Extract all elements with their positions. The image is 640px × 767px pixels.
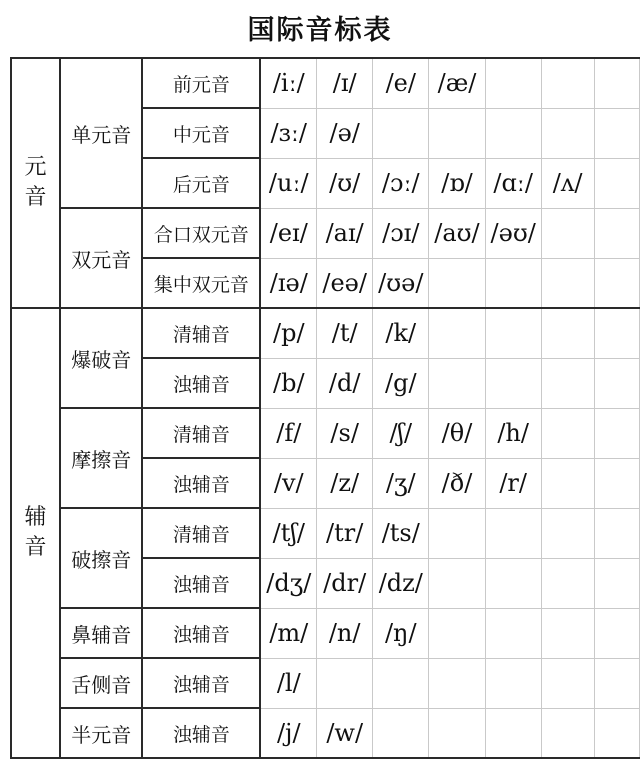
empty-cell (594, 558, 639, 608)
empty-cell (541, 658, 594, 708)
empty-cell (429, 708, 485, 758)
empty-cell (317, 658, 373, 708)
empty-cell (594, 458, 639, 508)
ipa-symbol: /z/ (317, 458, 373, 508)
empty-cell (485, 358, 541, 408)
ipa-symbol: /əʊ/ (485, 208, 541, 258)
empty-cell (429, 658, 485, 708)
group-label: 爆破音 (60, 308, 142, 408)
empty-cell (594, 258, 639, 308)
table-row (11, 208, 640, 258)
ipa-symbol: /j/ (260, 708, 316, 758)
empty-cell (485, 508, 541, 558)
empty-cell (541, 508, 594, 558)
empty-cell (594, 108, 639, 158)
ipa-symbol: /k/ (373, 308, 429, 358)
empty-cell (541, 58, 594, 108)
row-label: 后元音 (142, 158, 260, 208)
row-label: 清辅音 (142, 408, 260, 458)
ipa-symbol: /d/ (317, 358, 373, 408)
ipa-symbol: /p/ (260, 308, 316, 358)
ipa-symbol: /ə/ (317, 108, 373, 158)
ipa-symbol: /ð/ (429, 458, 485, 508)
row-label: 清辅音 (142, 308, 260, 358)
empty-cell (541, 358, 594, 408)
empty-cell (373, 108, 429, 158)
row-label: 浊辅音 (142, 608, 260, 658)
empty-cell (429, 608, 485, 658)
empty-cell (594, 408, 639, 458)
ipa-symbol: /aʊ/ (429, 208, 485, 258)
row-label: 合口双元音 (142, 208, 260, 258)
empty-cell (429, 258, 485, 308)
empty-cell (541, 708, 594, 758)
ipa-symbol: /ʊ/ (317, 158, 373, 208)
consonants-category (11, 308, 60, 758)
ipa-symbol: /w/ (317, 708, 373, 758)
row-label: 浊辅音 (142, 358, 260, 408)
empty-cell (485, 708, 541, 758)
vowels-category (11, 58, 60, 308)
ipa-symbol: /ŋ/ (373, 608, 429, 658)
empty-cell (429, 108, 485, 158)
ipa-symbol: /tʃ/ (260, 508, 316, 558)
empty-cell (541, 458, 594, 508)
group-label: 单元音 (60, 58, 142, 208)
empty-cell (485, 108, 541, 158)
empty-cell (594, 208, 639, 258)
ipa-symbol: /ɔɪ/ (373, 208, 429, 258)
table-row (11, 508, 640, 558)
empty-cell (541, 308, 594, 358)
ipa-symbol: /ɜː/ (260, 108, 316, 158)
empty-cell (594, 508, 639, 558)
table-row (11, 708, 640, 758)
row-label: 浊辅音 (142, 458, 260, 508)
ipa-symbol: /dʒ/ (260, 558, 316, 608)
empty-cell (485, 608, 541, 658)
empty-cell (485, 308, 541, 358)
empty-cell (594, 308, 639, 358)
table-row (11, 308, 640, 358)
ipa-symbol: /ɔː/ (373, 158, 429, 208)
group-label: 双元音 (60, 208, 142, 308)
ipa-symbol: /ɒ/ (429, 158, 485, 208)
ipa-symbol: /h/ (485, 408, 541, 458)
ipa-symbol: /r/ (485, 458, 541, 508)
empty-cell (594, 658, 639, 708)
table-row (11, 658, 640, 708)
group-label: 鼻辅音 (60, 608, 142, 658)
ipa-symbol: /ɪə/ (260, 258, 316, 308)
ipa-symbol: /tr/ (317, 508, 373, 558)
ipa-symbol: /f/ (260, 408, 316, 458)
empty-cell (541, 558, 594, 608)
ipa-symbol: /eɪ/ (260, 208, 316, 258)
ipa-symbol: /v/ (260, 458, 316, 508)
ipa-symbol: /t/ (317, 308, 373, 358)
empty-cell (429, 508, 485, 558)
row-label: 浊辅音 (142, 658, 260, 708)
ipa-symbol: /ɪ/ (317, 58, 373, 108)
ipa-symbol: /n/ (317, 608, 373, 658)
empty-cell (429, 358, 485, 408)
ipa-symbol: /æ/ (429, 58, 485, 108)
table-row (11, 58, 640, 108)
group-label: 破擦音 (60, 508, 142, 608)
empty-cell (541, 208, 594, 258)
ipa-symbol: /ts/ (373, 508, 429, 558)
ipa-symbol: /ʃ/ (373, 408, 429, 458)
row-label: 浊辅音 (142, 708, 260, 758)
empty-cell (594, 358, 639, 408)
ipa-table (10, 57, 640, 759)
row-label: 中元音 (142, 108, 260, 158)
ipa-symbol: /aɪ/ (317, 208, 373, 258)
empty-cell (541, 608, 594, 658)
ipa-symbol: /g/ (373, 358, 429, 408)
ipa-symbol: /ɑː/ (485, 158, 541, 208)
ipa-table-body (11, 58, 640, 758)
empty-cell (485, 258, 541, 308)
category-label: 辅音 (24, 505, 47, 560)
ipa-symbol: /m/ (260, 608, 316, 658)
row-label: 清辅音 (142, 508, 260, 558)
empty-cell (429, 558, 485, 608)
ipa-symbol: /l/ (260, 658, 316, 708)
empty-cell (594, 708, 639, 758)
empty-cell (594, 58, 639, 108)
row-label: 前元音 (142, 58, 260, 108)
ipa-symbol: /dr/ (317, 558, 373, 608)
page-title: 国际音标表 (247, 15, 393, 46)
ipa-symbol: /dz/ (373, 558, 429, 608)
group-label: 半元音 (60, 708, 142, 758)
ipa-symbol: /b/ (260, 358, 316, 408)
empty-cell (373, 708, 429, 758)
category-label: 元音 (24, 155, 47, 210)
empty-cell (541, 408, 594, 458)
empty-cell (541, 258, 594, 308)
empty-cell (594, 158, 639, 208)
group-label: 摩擦音 (60, 408, 142, 508)
row-label: 浊辅音 (142, 558, 260, 608)
ipa-symbol: /s/ (317, 408, 373, 458)
ipa-symbol: /uː/ (260, 158, 316, 208)
empty-cell (594, 608, 639, 658)
empty-cell (485, 658, 541, 708)
ipa-symbol: /ʒ/ (373, 458, 429, 508)
ipa-symbol: /e/ (373, 58, 429, 108)
empty-cell (373, 658, 429, 708)
row-label: 集中双元音 (142, 258, 260, 308)
empty-cell (485, 558, 541, 608)
table-row (11, 608, 640, 658)
ipa-symbol: /iː/ (260, 58, 316, 108)
empty-cell (541, 108, 594, 158)
empty-cell (485, 58, 541, 108)
ipa-symbol: /θ/ (429, 408, 485, 458)
ipa-symbol: /ʊə/ (373, 258, 429, 308)
group-label: 舌侧音 (60, 658, 142, 708)
ipa-symbol: /ʌ/ (541, 158, 594, 208)
ipa-symbol: /eə/ (317, 258, 373, 308)
table-row (11, 408, 640, 458)
empty-cell (429, 308, 485, 358)
